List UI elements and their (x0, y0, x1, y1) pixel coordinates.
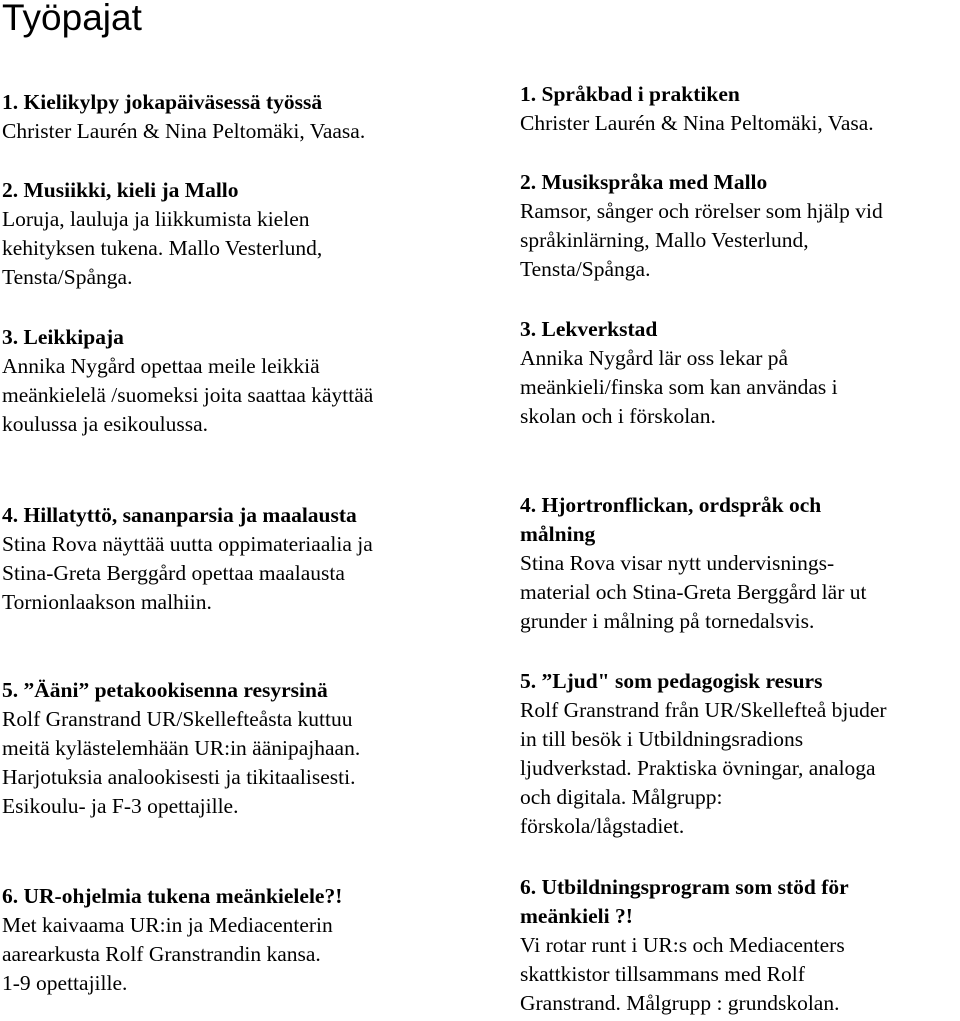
workshop-item-right-4 (520, 491, 956, 636)
workshop-title: 1. Språkbad i praktiken (520, 82, 740, 106)
workshop-description: Rolf Granstrand från UR/Skellefteå bjuder in till besök i Utbildningsradions ljudverkstad. Praktiska övningar, analoga och digitala. Målgrupp: förskola/lågstadiet. (520, 698, 887, 838)
workshop-title: 5. ”Ääni” petakookisenna resyrsinä (2, 678, 328, 702)
workshop-title: 6. UR-ohjelmia tukena meänkielele?! (2, 884, 343, 908)
workshop-description: Christer Laurén & Nina Peltomäki, Vasa. (520, 111, 874, 135)
workshop-title: 2. Musiikki, kieli ja Mallo (2, 178, 239, 202)
workshop-item-left-1 (2, 88, 472, 146)
workshop-title: 4. Hjortronflickan, ordspråk och målning (520, 493, 822, 546)
workshop-item-left-3 (2, 323, 472, 439)
page-title: Työpajat (2, 0, 142, 38)
workshop-description: Loruja, lauluja ja liikkumista kielen kehityksen tukena. Mallo Vesterlund, Tensta/Spånga. (2, 207, 323, 289)
workshop-title: 1. Kielikylpy jokapäiväsessä työssä (2, 90, 323, 114)
workshop-title: 2. Musikspråka med Mallo (520, 170, 768, 194)
workshop-description: Christer Laurén & Nina Peltomäki, Vaasa. (2, 119, 366, 143)
workshop-description: Rolf Granstrand UR/Skellefteåsta kuttuu meitä kylästelemhään UR:in äänipajhaan. Harjotuksia analookisesti ja tikitaalisesti. Esikoulu- ja F-3 opettajille. (2, 707, 361, 818)
workshop-description: Ramsor, sånger och rörelser som hjälp vid språkinlärning, Mallo Vesterlund, Tensta/Spånga. (520, 199, 883, 281)
workshop-title: 4. Hillatyttö, sananparsia ja maalausta (2, 503, 357, 527)
workshop-description: Stina Rova näyttää uutta oppimateriaalia ja Stina-Greta Berggård opettaa maalausta Tornionlaakson malhiin. (2, 532, 373, 614)
workshop-description: Annika Nygård opettaa meile leikkiä meänkielelä /suomeksi joita saattaa käyttää koulussa ja esikoulussa. (2, 354, 374, 436)
workshop-item-right-1 (520, 80, 956, 138)
workshop-description: Met kaivaama UR:in ja Mediacenterin aarearkusta Rolf Granstrandin kansa. 1-9 opettajille. (2, 913, 333, 995)
workshop-title: 3. Leikkipaja (2, 325, 124, 349)
workshop-description: Annika Nygård lär oss lekar på meänkieli/finska som kan användas i skolan och i förskolan. (520, 346, 838, 428)
workshop-item-left-6 (2, 882, 472, 998)
workshop-description: Stina Rova visar nytt undervisnings- material och Stina-Greta Berggård lär ut grunder i målning på tornedalsvis. (520, 551, 867, 633)
workshop-item-right-3 (520, 315, 956, 431)
workshop-item-left-5 (2, 676, 472, 821)
workshop-item-left-2 (2, 176, 472, 292)
workshop-title: 3. Lekverkstad (520, 317, 658, 341)
workshop-description: Vi rotar runt i UR:s och Mediacenters skattkistor tillsammans med Rolf Granstrand. Målgrupp : grundskolan. (520, 933, 845, 1015)
workshop-item-right-5 (520, 667, 956, 841)
workshop-title: 5. ”Ljud" som pedagogisk resurs (520, 669, 823, 693)
workshop-title: 6. Utbildningsprogram som stöd för meänkieli ?! (520, 875, 849, 928)
workshop-item-right-2 (520, 168, 956, 284)
workshop-item-left-4 (2, 501, 472, 617)
workshop-item-right-6 (520, 873, 956, 1018)
